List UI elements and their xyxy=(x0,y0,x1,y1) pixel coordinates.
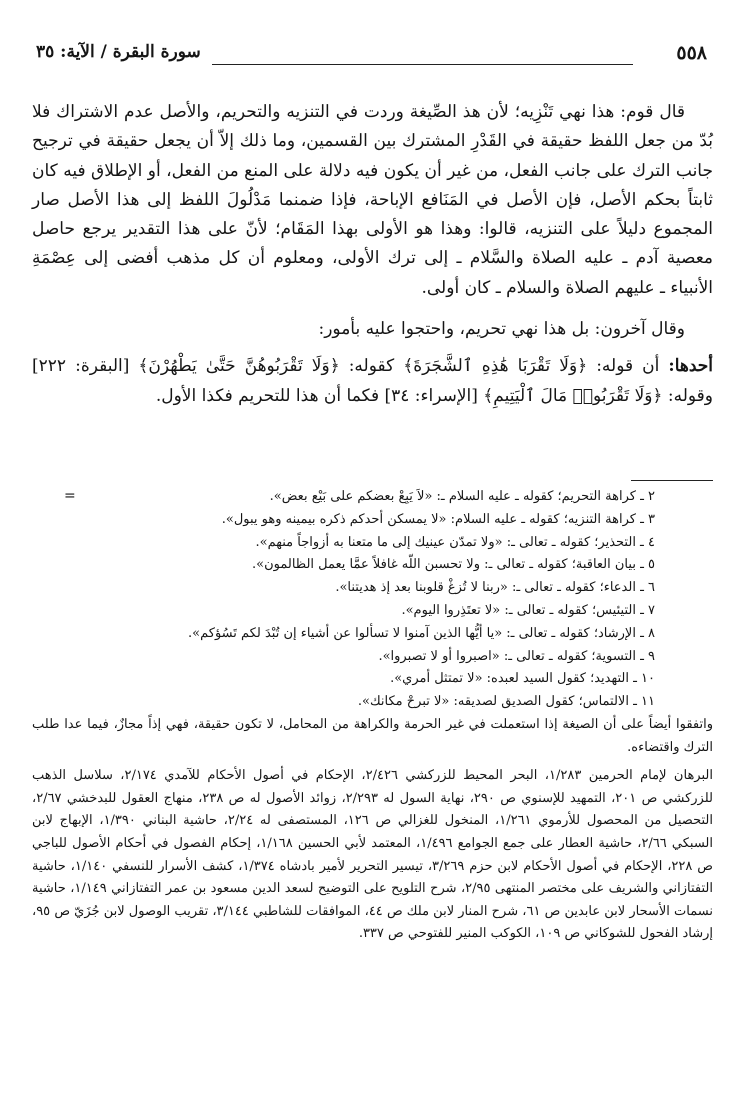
footnote-item: ٢ ـ كراهة التحريم؛ كقوله ـ عليه السلام ـ: «لاَ يَبِعْ بعضكم على بَيْع بعض». xyxy=(269,489,655,504)
main-text xyxy=(32,98,713,411)
footnote-item: ٧ ـ التيئيس؛ كقوله ـ تعالى ـ: «لا تعتَذِروا اليوم». xyxy=(401,602,655,618)
footnote-item: ٣ ـ كراهة التنزيه؛ كقوله ـ عليه السلام: «لا يمسكن أحدكم ذكره بيمينه وهو يبول». xyxy=(221,511,655,527)
footnote-continuation-mark: = xyxy=(64,488,76,504)
page-number: ٥٥٨ xyxy=(676,42,707,64)
paragraph-tahrim: وقال آخرون: بل هذا نهي تحريم، واحتجوا عليه بأمور: xyxy=(318,319,685,340)
footnote-agreement: واتفقوا أيضاً على أن الصيغة إذا استعملت في غير الحرمة والكراهة من المحامل، لا تكون حقيقة، فهي إذاً مجازٌ، فيما عدا طلب الترك واقتضاءه. xyxy=(32,716,713,755)
footnote-item: ٦ ـ الدعاء؛ كقوله ـ تعالى ـ: «ربنا لا تُزغْ قلوبنا بعد إذ هديتنا». xyxy=(335,580,655,596)
footnote-item: ٩ ـ التسوية؛ كقوله ـ تعالى ـ: «اصبروا أو لا تصبروا». xyxy=(378,648,655,664)
footnote-item: ٨ ـ الإرشاد؛ كقوله ـ تعالى ـ: «يا أيُّها الذين آمنوا لا تسألوا عن أشياء إن تُبْدَ لكم تَسُؤكم». xyxy=(188,625,655,641)
paragraph-first-argument xyxy=(32,352,713,411)
footnote-item: ٥ ـ بيان العاقبة؛ كقوله ـ تعالى ـ: ولا تحسبن اللّه غافلاً عمَّا يعمل الظالمون». xyxy=(252,557,655,573)
header-rule xyxy=(212,64,633,65)
paragraph-tanzih: قال قوم: هذا نهي تَنْزِيه؛ لأن هذ الصِّيغة وردت في التنزيه والتحريم، والأصل عدم الاشتراك فلا بُدّ من جعل اللفظ حقيقة في القَدْرِ المشترك بين القسمين، وما ذلك إلاّ أن يجعل حقيقة في ترجيح جانب الترك على جانب الفعل، من غير أن يكون فيه دلالة على المنع من الفعل، أو الإطلاق فيه كان ثابتاً بحكم الأصل، فإن الأصل في المَنَافع الإباحة، فإذا ضمنما مَدْلُولَ اللفظ إلى هذا الأصل صار المجموع دليلاً على التنزيه، قالوا: وهذا هو الأولى بهذا المَقَام؛ لأنّ على هذا التقدير يرجع حاصل معصية آدم ـ عليه الصلاة والسَّلام ـ إلى ترك الأولى، ومعلوم أن كل مذهب أفضى إلى عِصْمَةِ الأنبياء ـ عليهم الصلاة والسلام ـ كان أولى. xyxy=(32,102,713,298)
footnote-references: البرهان لإمام الحرمين ١/٢٨٣، البحر المحيط للزركشي ٢/٤٢٦، الإحكام في أصول الأحكام للآمدي ٢/١٧٤، سلاسل الذهب للزركشي ص ٢٠١، التمهيد للإسنوي ص ٢٩٠، نهاية السول له ٢/٢٩٣، زوائد الأصول له ص ٢٣٨، منهاج العقول للبدخشي ٢/٦٧، التحصيل من المحصول للأرموي ١/٢٦١، المنخول للغزالي ص ١٢٦، المستصفى له ٢/٢٤، حاشية البناني ١/٣٩٠، الإبهاج لابن السبكي ٢/٦٦، حاشية العطار على جمع الجوامع ١/٤٩٦، المعتمد لأبي الحسين ١/١٦٨، إحكام الفصول في أحكام الأصول للباجي ص ٢٢٨، الإحكام في أصول الأحكام لابن حزم ٣/٢٦٩، تيسير التحرير لأمير بادشاه ١/٣٧٤، كشف الأسرار للنسفي ١/١٤٠، حاشية التفتازاني والشريف على مختصر المنتهى ٢/٩٥، شرح التلويح على التوضيح لسعد الدين مسعود بن عمر التفتازاني ١/١٤٩، حاشية نسمات الأسحار لابن عابدين ص ٦١، شرح المنار لابن ملك ص ٤٤، الموافقات للشاطبي ٣/١٤٤، تقريب الوصول لابن جُزَيّ ص ٩٥، إرشاد الفحول للشوكاني ص ١٠٩، الكوكب المنير للفتوحي ص ٣٣٧. xyxy=(32,768,713,942)
footnote-separator xyxy=(631,480,713,481)
page-header xyxy=(32,42,713,74)
footnote-item: ٤ ـ التحذير؛ كقوله ـ تعالى ـ: «ولا تمدّن عينيك إلى ما متعنا به أزواجاً منهم». xyxy=(255,534,655,550)
surah-verse-label: سورة البقرة / الآية: ٣٥ xyxy=(36,42,201,62)
footnote-item: ١١ ـ الالتماس؛ كقول الصديق لصديقه: «لا تبرحْ مكانك». xyxy=(357,694,655,710)
first-argument-label: أحدها: xyxy=(668,356,713,377)
footnote-item: ١٠ ـ التهديد؛ كقول السيد لعبده: «لا تمتثل أمري». xyxy=(390,671,655,687)
first-argument-text: أن قوله: ﴿وَلَا تَقْرَبَا هَٰذِهِ ٱلشَّجَرَةَ﴾ كقوله: ﴿وَلَا تَقْرَبُوهُنَّ حَتَّىٰ يَطْهُرْنَ﴾ [البقرة: ٢٢٢] وقوله: ﴿وَلَا تَقْرَبُوا۟ مَالَ ٱلْيَتِيمِ﴾ [الإسراء: ٣٤] فكما أن هذا للتحريم فكذا الأول. xyxy=(32,356,713,406)
footnotes xyxy=(32,486,713,946)
